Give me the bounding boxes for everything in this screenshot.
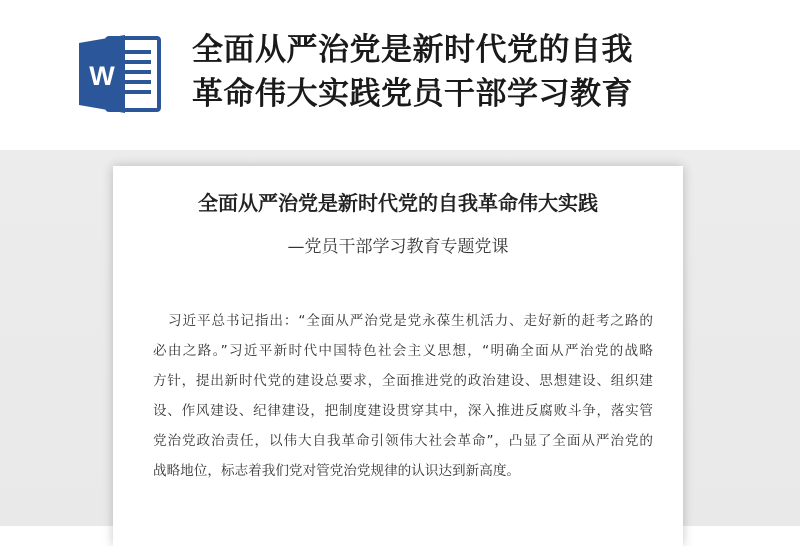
body-line: 必由之路。”习近平新时代中国特色社会主义思想，“明确全面从严治党的战略 [153,343,653,359]
header-title-line-1: 全面从严治党是新时代党的自我 [192,32,633,68]
header-title-line-2: 革命伟大实践党员干部学习教育 [192,76,633,112]
document-subtitle: —党员干部学习教育专题党课 [287,237,509,257]
document-title: 全面从严治党是新时代党的自我革命伟大实践 [198,191,598,215]
document-page [113,166,683,546]
body-line: 方针，提出新时代党的建设总要求，全面推进党的政治建设、思想建设、组织建 [153,373,653,389]
header-title [192,28,752,116]
body-line: 习近平总书记指出：“全面从严治党是党永葆生机活力、走好新的赶考之路的 [168,313,653,329]
word-document-icon [77,30,163,116]
body-line: 战略地位，标志着我们党对管党治党规律的认识达到新高度。 [153,463,521,479]
header-banner [0,0,800,150]
body-line: 设、作风建设、纪律建设，把制度建设贯穿其中，深入推进反腐败斗争，落实管 [153,403,653,419]
body-line: 党治党政治责任，以伟大自我革命引领伟大社会革命”，凸显了全面从严治党的 [153,433,653,449]
word-logo-letter: W [89,61,115,91]
document-body [153,306,653,486]
